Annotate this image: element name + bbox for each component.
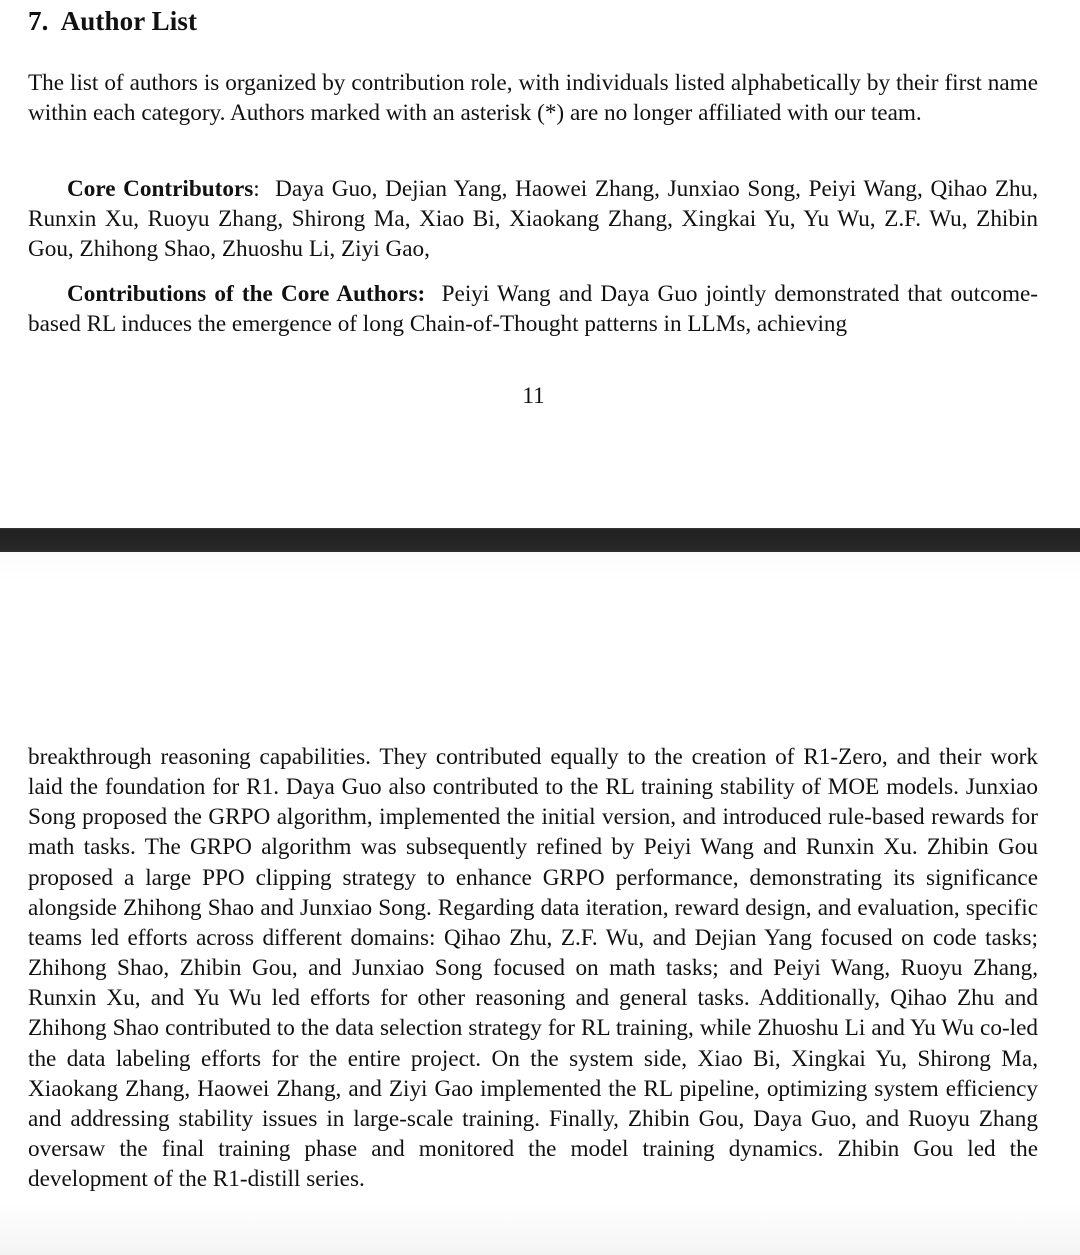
contributions-paragraph-start	[28, 279, 1038, 339]
core-contributors-separator: :	[253, 176, 260, 202]
page-separator	[0, 528, 1080, 552]
core-contributors-label: Core Contributors	[67, 176, 254, 202]
page-number: 11	[522, 383, 545, 408]
core-contributors-names: Daya Guo, Dejian Yang, Haowei Zhang, Junxiao Song, Peiyi Wang, Qihao Zhu, Runxin Xu, Ruoyu Zhang, Shirong Ma, Xiao Bi, Xiaokang Zhang, Xingkai Yu, Yu Wu, Z.F. Wu, Zhibin Gou, Zhihong Shao, Zhuoshu Li, Ziyi Gao,	[28, 176, 1038, 262]
contributions-text-start: Peiyi Wang and Daya Guo jointly demonstrated that outcome-based RL induces the emergence of long Chain-of-Thought patterns in LLMs, achieving	[28, 281, 1039, 337]
page-11	[0, 0, 1080, 528]
contributions-label: Contributions of the Core Authors:	[67, 281, 426, 307]
core-contributors-paragraph	[28, 174, 1038, 264]
section-heading	[28, 6, 197, 37]
section-title: Author List	[60, 6, 198, 36]
intro-paragraph: The list of authors is organized by contribution role, with individuals listed alphabetically by their first name within each category. Authors marked with an asterisk (*) are no longer affiliated with our team.	[28, 70, 1038, 126]
section-number: 7.	[28, 6, 49, 36]
contributions-paragraph-continued: breakthrough reasoning capabilities. They contributed equally to the creation of R1-Zero, and their work laid the foundation for R1. Daya Guo also contributed to the RL training stability of MOE models. Junxiao Song proposed the GRPO algorithm, implemented the initial version, and introduced rule-based rewards for math tasks. The GRPO algorithm was subsequently refined by Peiyi Wang and Runxin Xu. Zhibin Gou proposed a large PPO clipping strategy to enhance GRPO performance, demonstrating its significance alongside Zhihong Shao and Junxiao Song. Regarding data iteration, reward design, and evaluation, specific teams led efforts across different domains: Qihao Zhu, Z.F. Wu, and Dejian Yang focused on code tasks; Zhihong Shao, Zhibin Gou, and Junxiao Song focused on math tasks; and Peiyi Wang, Ruoyu Zhang, Runxin Xu, and Yu Wu led efforts for other reasoning and general tasks. Additionally, Qihao Zhu and Zhihong Shao contributed to the data selection strategy for RL training, while Zhuoshu Li and Yu Wu co-led the data labeling efforts for the entire project. On the system side, Xiao Bi, Xingkai Yu, Shirong Ma, Xiaokang Zhang, Haowei Zhang, and Ziyi Gao implemented the RL pipeline, optimizing system efficiency and addressing stability issues in large-scale training. Finally, Zhibin Gou, Daya Guo, and Ruoyu Zhang oversaw the final training phase and monitored the model training dynamics. Zhibin Gou led the development of the R1-distill series.	[28, 744, 1038, 1193]
page-12	[0, 552, 1080, 1255]
